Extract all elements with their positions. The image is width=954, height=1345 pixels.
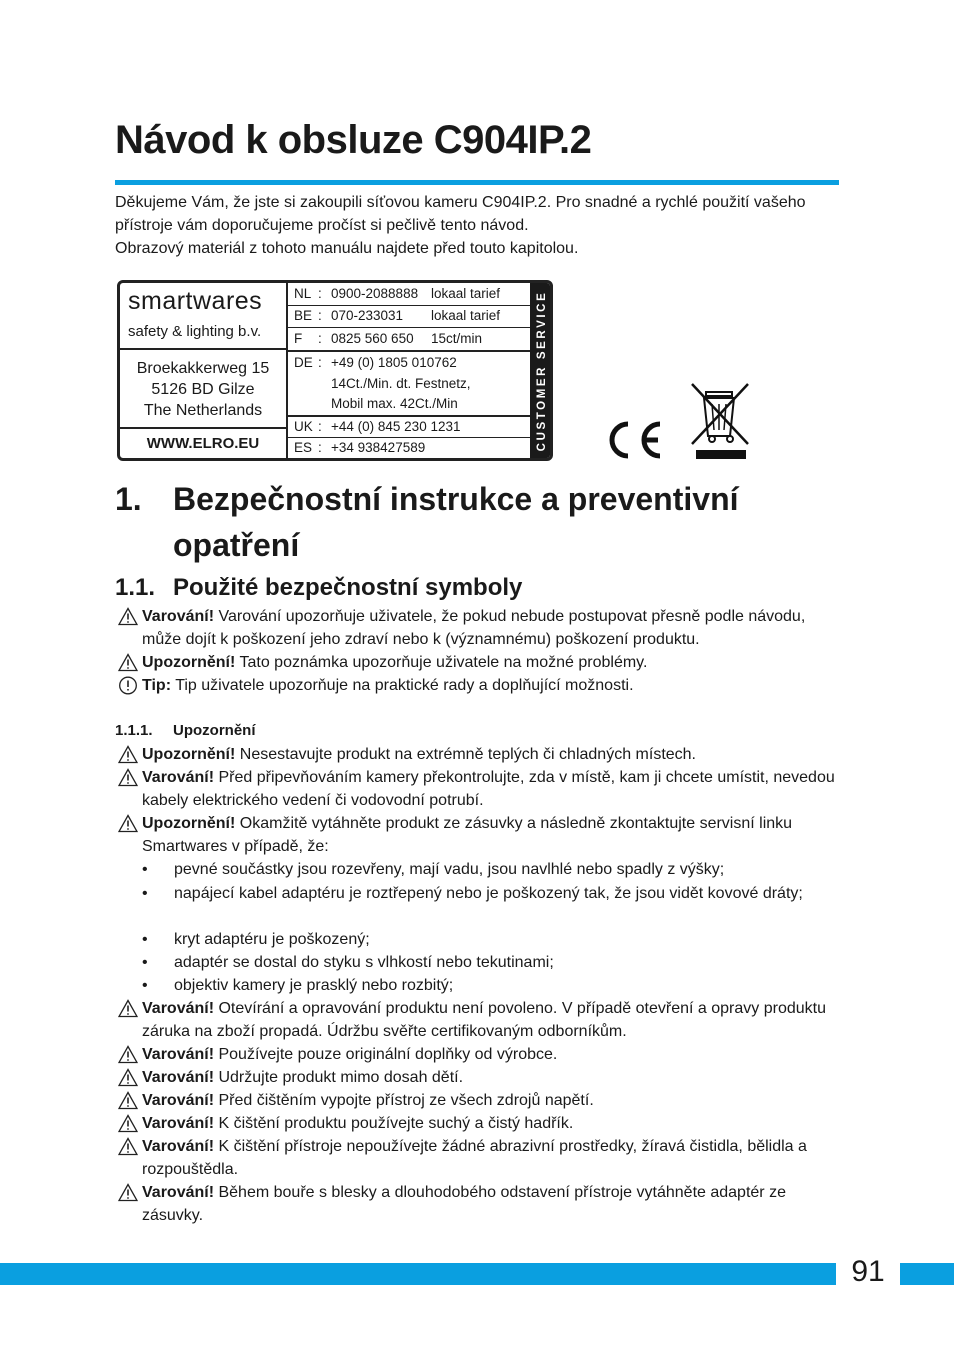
list-item: • napájecí kabel adaptéru je roztřepený nebo je poškozený tak, že jsou vidět kovové dráty; [142,882,842,905]
warning-note [118,1066,848,1089]
warning-note [118,1135,848,1181]
country-code: F [294,331,303,346]
warning-note [118,1112,848,1135]
warning-triangle-icon [118,814,138,833]
warning-triangle-icon [118,1137,138,1156]
rate: 15ct/min [431,331,483,346]
subsection-heading [115,574,523,602]
company-address [120,358,286,421]
list-item-text: objektiv kamery je prasklý nebo rozbitý; [174,977,454,994]
title-underline [115,180,839,185]
list-item-text: adaptér se dostal do styku s vlhkostí nebo tekutinami; [174,954,554,971]
phone-row: NL : 0900-2088888 lokaal tarief [288,283,530,306]
note-label: Varování! [142,1138,215,1155]
address-line: Broekakkerweg 15 [136,360,270,377]
phone-row: F : 0825 560 650 15ct/min [288,327,530,352]
rate: lokaal tarief [431,286,501,301]
warning-note [118,743,848,766]
warning-note [118,1089,848,1112]
note-text: K čištění přístroje nepoužívejte žádné abrazivní prostředky, žíravá čistidla, bělidla a rozpouštědla. [142,1138,807,1178]
note-text: Udržujte produkt mimo dosah dětí. [214,1069,464,1086]
note-label: Varování! [142,1000,215,1017]
country-code: BE [294,308,313,323]
subsection-title: Použité bezpečnostní symboly [173,574,523,601]
warning-triangle-icon [118,1183,138,1202]
warning-note [118,812,848,858]
note-label: Upozornění! [142,654,236,671]
subsubsection-heading [115,722,256,739]
warning-triangle-icon [118,745,138,764]
weee-crossed-bin-icon [686,382,752,462]
warning-triangle-icon [118,1114,138,1133]
footer-bar [0,1263,954,1285]
page-number: 91 [851,1255,885,1288]
divider [120,427,286,429]
section-number: 1. [115,481,142,517]
customer-service-card [117,280,553,461]
divider [120,348,286,350]
note-label: Varování! [142,1184,215,1201]
tip-exclamation-icon [118,676,138,695]
ce-mark-icon [598,420,664,460]
warning-note [118,997,848,1043]
warning-triangle-icon [118,1068,138,1087]
subsection-number: 1.1. [115,574,156,601]
note-label: Varování! [142,1092,215,1109]
note-text: Otevírání a opravování produktu není povoleno. V případě otevření a opravy produktu záruka na zboží propadá. Údržbu svěřte certifikovaným odborníkům. [142,1000,826,1040]
caution-note [118,651,848,674]
country-code: NL [294,286,312,301]
note-label: Upozornění! [142,815,236,832]
phone-number: 0900-2088888 [331,286,419,301]
note-label: Varování! [142,769,215,786]
page-title: Návod k obsluze C904IP.2 [115,118,592,162]
note-text: Okamžitě vytáhněte produkt ze zásuvky a následně zkontaktujte servisní linku Smartwares v případě, že: [142,815,793,855]
warning-note [118,1181,848,1227]
phone-number: +44 (0) 845 230 1231 [331,419,461,434]
address-line: 5126 BD Gilze [151,381,255,398]
phone-row: DE : +49 (0) 1805 010762 14Ct./Min. dt. Festnetz, Mobil max. 42Ct./Min [288,352,530,417]
note-label: Varování! [142,1046,215,1063]
tip-note [118,674,848,697]
phone-number: 070-233031 [331,308,404,323]
country-code: UK [294,419,313,434]
list-item-text: napájecí kabel adaptéru je roztřepený nebo je poškozený tak, že jsou vidět kovové dráty; [174,885,803,902]
note-text: Varování upozorňuje uživatele, že pokud nebude postupovat přesně podle návodu, může dojít k poškození jeho zdraví nebo k (významnému) poškození produktu. [142,608,806,648]
note-text: K čištění produktu používejte suchý a čistý hadřík. [214,1115,574,1132]
warning-triangle-icon [118,999,138,1018]
phone-row: BE : 070-233031 lokaal tarief [288,305,530,328]
phone-number: 0825 560 650 [331,331,414,346]
warning-triangle-icon [118,768,138,787]
warning-note [118,605,848,651]
list-item: • adaptér se dostal do styku s vlhkostí nebo tekutinami; [142,951,842,974]
list-item-text: pevné součástky jsou rozevřeny, mají vadu, jsou navlhlé nebo spadly z výšky; [174,861,725,878]
subsubsection-number: 1.1.1. [115,722,153,739]
intro-text [115,191,839,260]
note-label: Tip: [142,677,172,694]
brand-logo: smartwares [128,287,263,315]
customer-service-label: CUSTOMER SERVICE [536,290,548,452]
subsubsection-title: Upozornění [173,722,256,739]
section-title: Bezpečnostní instrukce a preventivní [173,481,739,517]
note-text: Před připevňováním kamery překontrolujte, zda v místě, kam ji chcete umístit, nevedou kabely elektrického vedení či vodovodní potrubí. [142,769,835,809]
rate: Mobil max. 42Ct./Min [331,396,458,411]
note-label: Varování! [142,1069,215,1086]
list-item: • objektiv kamery je prasklý nebo rozbitý; [142,974,842,997]
country-code: ES [294,440,313,455]
rate: lokaal tarief [431,308,501,323]
address-line: The Netherlands [143,402,263,419]
note-text: Tip uživatele upozorňuje na praktické rady a doplňující možnosti. [171,677,634,694]
country-code: DE [294,355,313,370]
warning-note [118,1043,848,1066]
note-text: Tato poznámka upozorňuje uživatele na možné problémy. [235,654,648,671]
brand-subtitle: safety & lighting b.v. [128,323,262,340]
intro-paragraph: Děkujeme Vám, že jste si zakoupili síťovou kameru C904IP.2. Pro snadné a rychlé použití vašeho přístroje vám doporučujeme pročíst si pečlivě tento návod. [115,194,806,234]
note-text: Během bouře s blesky a dlouhodobého odstavení přístroje vytáhněte adaptér ze zásuvky. [142,1184,786,1224]
note-label: Varování! [142,608,215,625]
rate: 14Ct./Min. dt. Festnetz, [331,376,471,391]
note-label: Upozornění! [142,746,236,763]
warning-triangle-icon [118,653,138,672]
phone-row: ES : +34 938427589 [288,438,530,458]
section-title-cont: opatření [173,527,300,563]
phone-number: +34 938427589 [331,440,426,455]
warning-triangle-icon [118,1091,138,1110]
note-text: Používejte pouze originální doplňky od výrobce. [214,1046,558,1063]
warning-triangle-icon [118,607,138,626]
list-item: • pevné součástky jsou rozevřeny, mají vadu, jsou navlhlé nebo spadly z výšky; [142,858,842,881]
intro-paragraph: Obrazový materiál z tohoto manuálu najdete před touto kapitolou. [115,240,579,257]
note-text: Nesestavujte produkt na extrémně teplých či chladných místech. [235,746,696,763]
company-block [120,283,288,458]
phone-row: UK : +44 (0) 845 230 1231 [288,417,530,438]
website-link[interactable]: WWW.ELRO.EU [146,435,260,452]
note-text: Před čištěním vypojte přístroj ze všech zdrojů napětí. [214,1092,594,1109]
warning-note [118,766,848,812]
phone-number: +49 (0) 1805 010762 [331,355,457,370]
note-label: Varování! [142,1115,215,1132]
list-item: • kryt adaptéru je poškozený; [142,928,842,951]
warning-triangle-icon [118,1045,138,1064]
list-item-text: kryt adaptéru je poškozený; [174,931,370,948]
